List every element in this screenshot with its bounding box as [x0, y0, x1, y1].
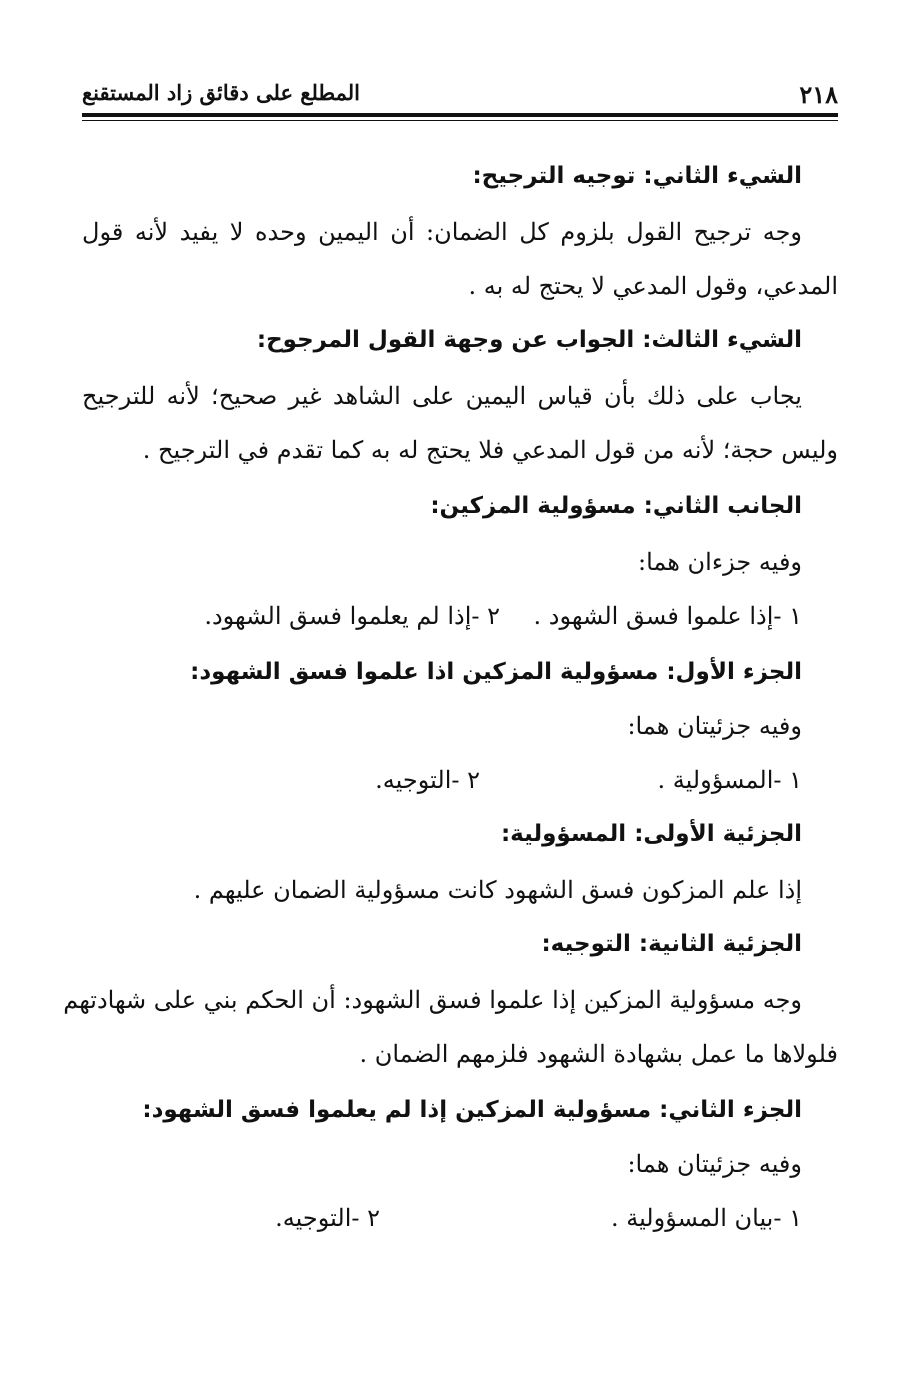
paragraph-line: وفيه جزءان هما: — [637, 548, 802, 576]
paragraph-line: وجه ترجيح القول بلزوم كل الضمان: أن اليمين وحده لا يفيد لأنه قول — [82, 218, 802, 246]
paragraph-line: وفيه جزئيتان هما: — [627, 712, 802, 740]
section-heading: الجزئية الثانية: التوجيه: — [541, 931, 802, 957]
page-header — [82, 78, 838, 108]
list-item: ١ -بيان المسؤولية . — [610, 1204, 802, 1232]
section-heading: الجزء الثاني: مسؤولية المزكين إذا لم يعلموا فسق الشهود: — [142, 1097, 802, 1123]
list-item: ٢ -إذا لم يعلموا فسق الشهود. — [204, 602, 500, 630]
paragraph-line: فلولاها ما عمل بشهادة الشهود فلزمهم الضمان . — [359, 1040, 838, 1068]
list-item: ٢ -التوجيه. — [375, 766, 480, 794]
paragraph-line: وليس حجة؛ لأنه من قول المدعي فلا يحتج له به كما تقدم في الترجيح . — [142, 436, 838, 464]
running-title: المطلع على دقائق زاد المستقنع — [82, 80, 361, 105]
section-heading: الجزء الأول: مسؤولية المزكين اذا علموا فسق الشهود: — [190, 659, 802, 685]
paragraph-line: وفيه جزئيتان هما: — [627, 1150, 802, 1178]
paragraph-line: إذا علم المزكون فسق الشهود كانت مسؤولية الضمان عليهم . — [193, 876, 802, 904]
list-item: ١ -إذا علموا فسق الشهود . — [533, 602, 802, 630]
section-heading: الجانب الثاني: مسؤولية المزكين: — [430, 493, 802, 519]
paragraph-line: وجه مسؤولية المزكين إذا علموا فسق الشهود: أن الحكم بني على شهادتهم — [63, 986, 802, 1014]
list-item: ١ -المسؤولية . — [657, 766, 802, 794]
header-rule — [82, 113, 838, 117]
list-item: ٢ -التوجيه. — [275, 1204, 380, 1232]
header-rule-thin — [82, 120, 838, 121]
section-heading: الشيء الثالث: الجواب عن وجهة القول المرجوح: — [256, 327, 802, 353]
section-heading: الجزئية الأولى: المسؤولية: — [500, 821, 802, 847]
page-number: ٢١٨ — [799, 80, 838, 109]
paragraph-line: يجاب على ذلك بأن قياس اليمين على الشاهد غير صحيح؛ لأنه للترجيح — [82, 382, 802, 410]
section-heading: الشيء الثاني: توجيه الترجيح: — [472, 163, 802, 189]
paragraph-line: المدعي، وقول المدعي لا يحتج له به . — [468, 272, 838, 300]
